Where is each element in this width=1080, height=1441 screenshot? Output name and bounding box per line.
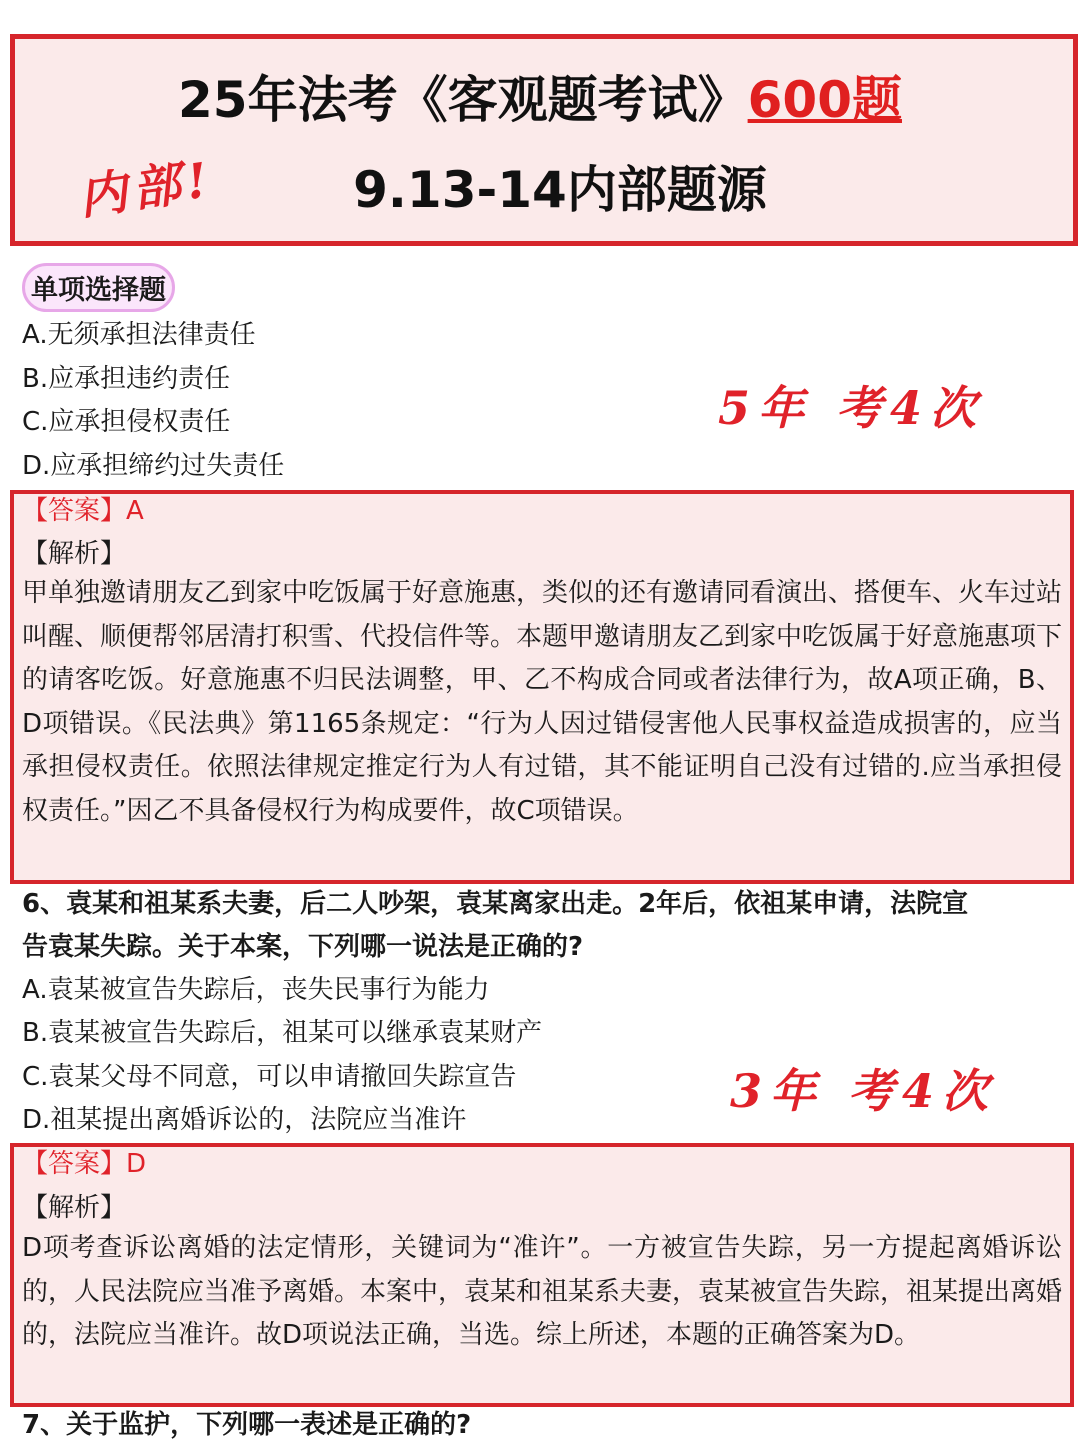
q7-question-line1: 7、关于监护，下列哪一表述是正确的? (22, 1410, 472, 1440)
q6-question-line2: 告袁某失踪。关于本案，下列哪一说法是正确的? (22, 932, 584, 962)
section-title: 单项选择题 (22, 263, 175, 312)
q5-option-d: D.应承担缔约过失责任 (22, 451, 285, 481)
q6-option-c: C.袁某父母不同意，可以申请撤回失踪宣告 (22, 1062, 517, 1092)
q6-frequency-note: 3年 考4次 (730, 1064, 997, 1118)
q6-analysis-text: D项考查诉讼离婚的法定情形，关键词为“准许”。一方被宣告失踪，另一方提起离婚诉讼的，人民法院应当准予离婚。本案中，袁某和祖某系夫妻，袁某被宣告失踪，祖某提出离婚的，法院应当准许。故D项说法正确，当选。综上所述，本题的正确答案为D。 (22, 1233, 1063, 1350)
q5-option-a: A.无须承担法律责任 (22, 320, 256, 350)
q5-option-c: C.应承担侵权责任 (22, 407, 231, 437)
title-highlight: 600题 (747, 71, 902, 129)
title-main: 25年法考《客观题考试》 (178, 71, 748, 129)
q5-analysis-label: 【解析】 (22, 539, 127, 569)
q5-frequency-note: 5年 考4次 (718, 381, 985, 435)
q6-option-d: D.祖某提出离婚诉讼的，法院应当准许 (22, 1105, 467, 1135)
q5-option-b: B.应承担违约责任 (22, 364, 231, 394)
q5-answer: 【答案】A (22, 496, 144, 526)
page-subtitle: 9.13-14内部题源 (353, 161, 767, 219)
q6-answer: 【答案】D (22, 1149, 147, 1179)
handwritten-stamp: 内部! (75, 151, 217, 227)
q6-question-line1: 6、袁某和祖某系夫妻，后二人吵架，袁某离家出走。2年后，依祖某申请，法院宣 (22, 889, 969, 919)
page-title (0, 60, 1080, 132)
q5-analysis-text: 甲单独邀请朋友乙到家中吃饭属于好意施惠，类似的还有邀请同看演出、搭便车、火车过站叫醒、顺便帮邻居清打积雪、代投信件等。本题甲邀请朋友乙到家中吃饭属于好意施惠项下的请客吃饭。好意施惠不归民法调整，甲、乙不构成合同或者法律行为，故A项正确，B、D项错误。《民法典》第1165条规定：“行为人因过错侵害他人民事权益造成损害的，应当承担侵权责任。依照法律规定推定行为人有过错，其不能证明自己没有过错的.应当承担侵权责任。”因乙不具备侵权行为构成要件，故C项错误。 (22, 578, 1063, 826)
q6-analysis-label: 【解析】 (22, 1193, 127, 1223)
q6-option-b: B.袁某被宣告失踪后，祖某可以继承袁某财产 (22, 1018, 543, 1048)
q6-option-a: A.袁某被宣告失踪后，丧失民事行为能力 (22, 975, 490, 1005)
